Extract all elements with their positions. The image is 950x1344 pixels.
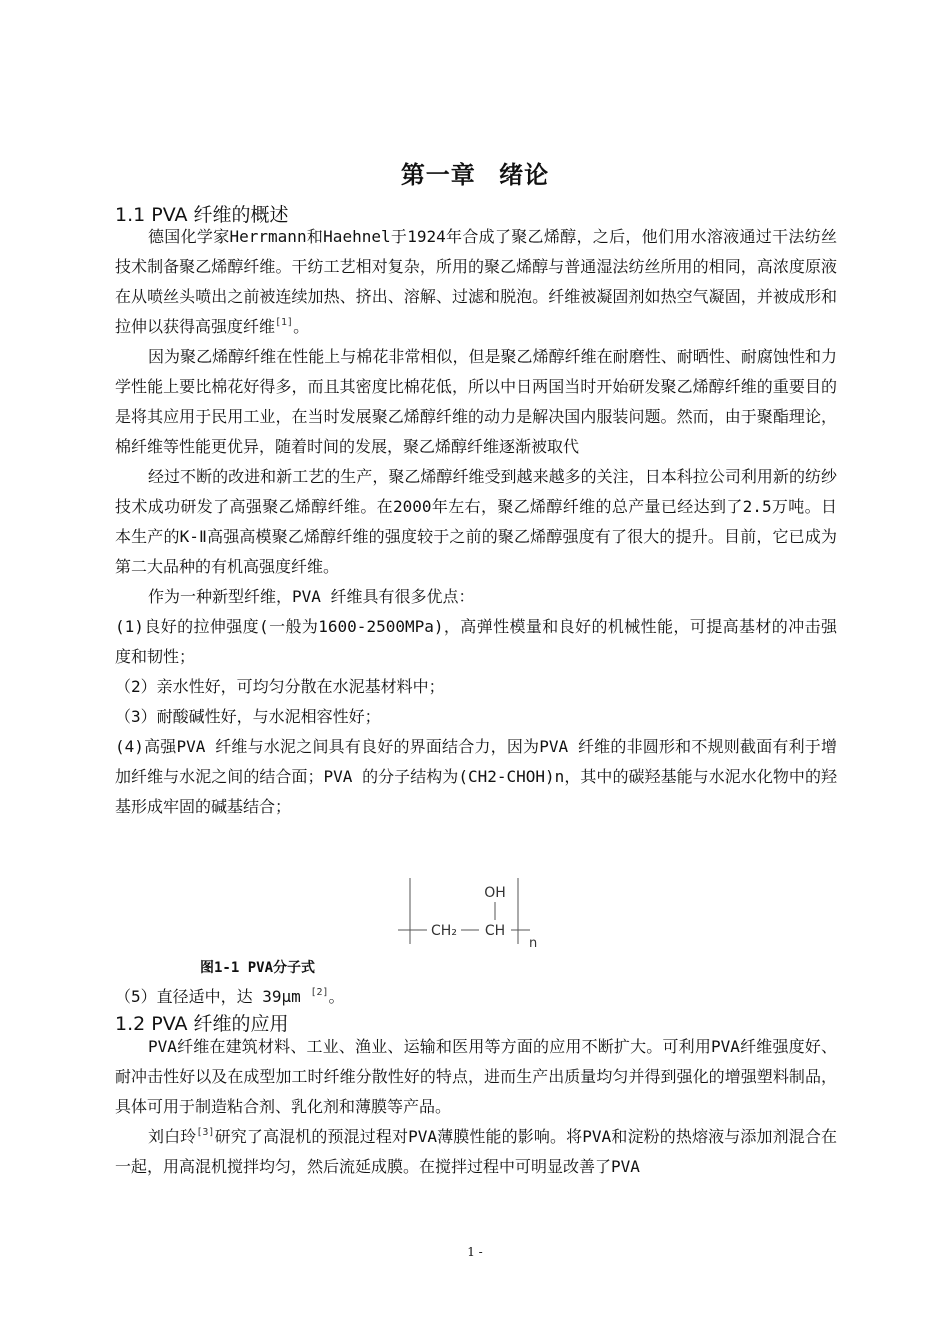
item5-block	[115, 982, 837, 1012]
n-subscript: n	[529, 936, 538, 951]
ch2-label: CH₂	[431, 923, 457, 939]
list-item	[115, 982, 837, 1012]
paragraph: 经过不断的改进和新工艺的生产，聚乙烯醇纤维受到越来越多的关注，日本科拉公司利用新的纺纱技术成功研发了高强聚乙烯醇纤维。在2000年左右，聚乙烯醇纤维的总产量已经达到了2.5万吨。日本生产的K-Ⅱ高强高模聚乙烯醇纤维的强度较于之前的聚乙烯醇强度有了很大的提升。目前，它已成为第二大品种的有机高强度纤维。	[115, 467, 837, 576]
citation-ref[interactable]: [2]	[310, 987, 329, 998]
item-text: （5）直径适中，达 39μm	[115, 987, 311, 1006]
paragraph-text: 德国化学家Herrmann和Haehnel于1924年合成了聚乙烯醇，之后，他们用水溶液通过干法纺丝技术制备聚乙烯醇纤维。干纺工艺相对复杂，所用的聚乙烯醇与普通湿法纺丝所用的相同，高浓度原液在从喷丝头喷出之前被连续加热、挤出、溶解、过滤和脱泡。纤维被凝固剂如热空气凝固，并被成形和拉伸以获得高强度纤维	[115, 227, 837, 336]
pva-structure-figure	[395, 872, 555, 952]
page-number: 1 -	[467, 1245, 483, 1259]
figure-caption: 图1-1 PVA分子式	[200, 960, 316, 976]
list-item: (4)高强PVA 纤维与水泥之间具有良好的界面结合力，因为PVA 纤维的非圆形和不规则截面有利于增加纤维与水泥之间的结合面；PVA 的分子结构为(CH2-CHOH)n，其中的碳羟基能与水泥水化物中的羟基形成牢固的碱基结合；	[115, 737, 837, 816]
list-item: （3）耐酸碱性好，与水泥相容性好；	[115, 707, 381, 726]
paragraph: PVA纤维在建筑材料、工业、渔业、运输和医用等方面的应用不断扩大。可利用PVA纤维强度好、耐冲击性好以及在成型加工时纤维分散性好的特点，进而生产出质量均匀并得到强化的增强塑料制品，具体可用于制造粘合剂、乳化剂和薄膜等产品。	[115, 1037, 837, 1116]
list-item: (1)良好的拉伸强度(一般为1600-2500MPa)，高弹性模量和良好的机械性能，可提高基材的冲击强度和韧性；	[115, 617, 837, 666]
paragraph-text: 研究了高混机的预混过程对PVA薄膜性能的影响。将PVA和淀粉的热熔液与添加剂混合在一起，用高混机搅拌均匀，然后流延成膜。在搅拌过程中可明显改善了PVA	[115, 1127, 837, 1176]
paragraph: 作为一种新型纤维，PVA 纤维具有很多优点：	[148, 587, 475, 606]
item-end: 。	[328, 987, 345, 1006]
paragraph	[115, 1122, 837, 1182]
list-item: （2）亲水性好，可均匀分散在水泥基材料中；	[115, 677, 445, 696]
citation-ref[interactable]: [1]	[275, 317, 294, 328]
section-heading-1-1: 1.1 PVA 纤维的概述	[115, 204, 289, 226]
ch-label: CH	[484, 923, 506, 939]
section-heading-1-2: 1.2 PVA 纤维的应用	[115, 1013, 289, 1035]
author-name: 刘白玲	[148, 1127, 197, 1146]
section-1-1-body	[115, 222, 837, 822]
paragraph	[115, 222, 837, 342]
section-1-2-body	[115, 1032, 837, 1182]
oh-label: OH	[484, 885, 506, 901]
paragraph: 因为聚乙烯醇纤维在性能上与棉花非常相似，但是聚乙烯醇纤维在耐磨性、耐晒性、耐腐蚀性和力学性能上要比棉花好得多，而且其密度比棉花低，所以中日两国当时开始研发聚乙烯醇纤维的重要目的是将其应用于民用工业，在当时发展聚乙烯醇纤维的动力是解决国内服装问题。然而，由于聚酯理论，棉纤维等性能更优异，随着时间的发展，聚乙烯醇纤维逐渐被取代	[115, 347, 837, 456]
paragraph-end: 。	[293, 317, 310, 336]
chapter-title: 第一章 绪论	[400, 160, 550, 189]
citation-ref[interactable]: [3]	[196, 1127, 215, 1138]
